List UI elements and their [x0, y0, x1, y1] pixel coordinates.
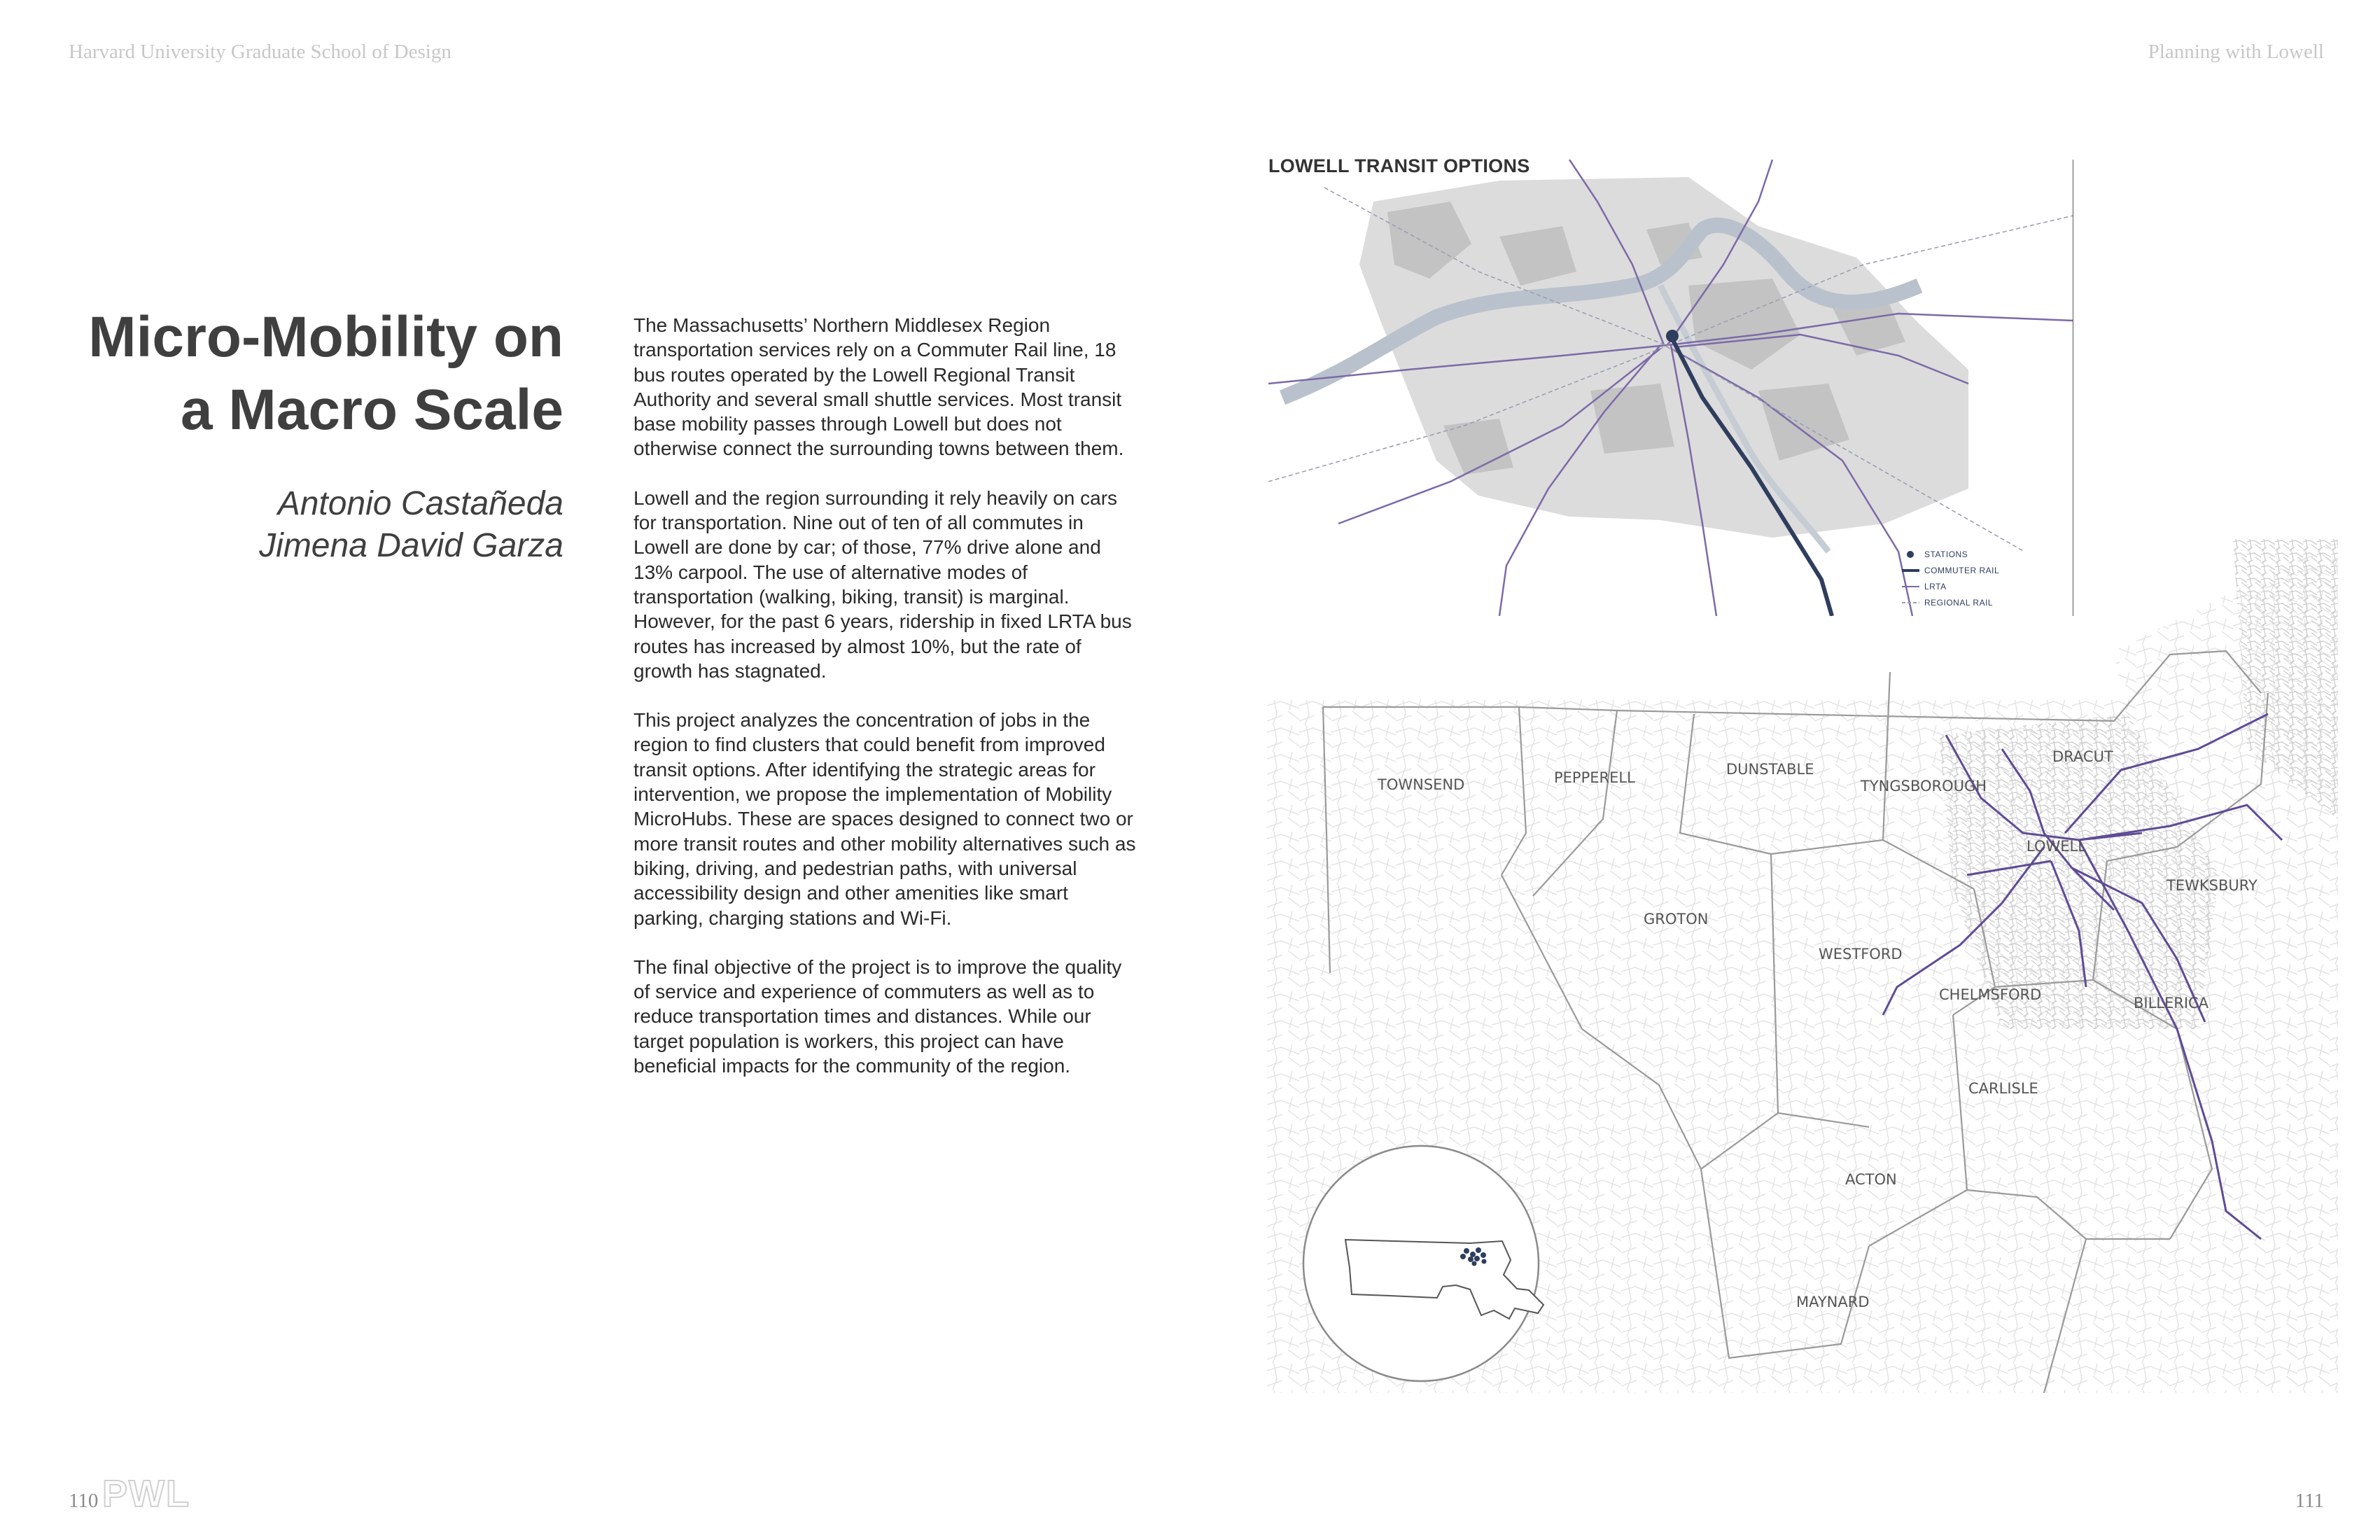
- transit-map-title: LOWELL TRANSIT OPTIONS: [1268, 155, 1530, 176]
- legend-regional-rail: REGIONAL RAIL: [1924, 598, 1994, 608]
- svg-text:PWL: PWL: [102, 1473, 190, 1512]
- town-label-lowell: LOWELL: [2026, 838, 2086, 855]
- page-number-right: 111: [2295, 1490, 2324, 1512]
- body-paragraph-1: The Massachusetts’ Northern Middlesex Region transportation services rely on a Commuter Rail line, 18 bus routes operated by the Lowell Regional Transit Authority and several small shuttle services. Most transit base mobility passes through Lowell but does not otherwise connect the surrounding towns between them.: [634, 314, 1124, 460]
- town-label-dunstable: DUNSTABLE: [1726, 761, 1814, 778]
- town-label-chelmsford: CHELMSFORD: [1939, 986, 2042, 1003]
- legend-stations: STATIONS: [1924, 550, 1968, 559]
- article-body: [634, 313, 1138, 1102]
- town-label-groton: GROTON: [1644, 911, 1709, 927]
- legend-lrta: LRTA: [1924, 582, 1947, 592]
- article-title-line-2: a Macro Scale: [181, 378, 564, 442]
- running-header-left: Harvard University Graduate School of Design: [69, 41, 451, 63]
- author-name-2: Jimena David Garza: [259, 527, 564, 564]
- pwl-logo: [102, 1473, 207, 1512]
- town-label-townsend: TOWNSEND: [1378, 776, 1465, 793]
- town-label-tewksbury: TEWKSBURY: [2166, 877, 2258, 894]
- town-label-maynard: MAYNARD: [1796, 1294, 1870, 1310]
- author-name-1: Antonio Castañeda: [277, 485, 564, 522]
- legend-commuter-rail: COMMUTER RAIL: [1924, 566, 2000, 575]
- town-label-billerica: BILLERICA: [2134, 995, 2209, 1011]
- town-label-carlisle: CARLISLE: [1968, 1080, 2038, 1097]
- regional-towns-map: [1267, 539, 2338, 1393]
- body-paragraph-3: This project analyzes the concentration of jobs in the region to find clusters that could benefit from improved transit options. After identifying the strategic areas for intervention, we propose the implementation of Mobility MicroHubs. These are spaces designed to connect two or more transit routes and other mobility alternatives such as biking, driving, and pedestrian paths, with universal accessibility design and other amenities like smart parking, charging stations and Wi-Fi.: [634, 709, 1136, 929]
- article-title: [42, 301, 564, 447]
- running-header-right: Planning with Lowell: [2148, 41, 2324, 63]
- body-paragraph-2: Lowell and the region surrounding it rely heavily on cars for transportation. Nine out of ten of all commutes in Lowell are done by car; of those, 77% drive alone and 13% carpool. The use of alternative modes of transportation (walking, biking, transit) is marginal. However, for the past 6 years, ridership in fixed LRTA bus routes has increased by almost 10%, but the rate of growth has stagnated.: [634, 486, 1132, 682]
- town-label-dracut: DRACUT: [2052, 748, 2113, 765]
- town-label-pepperell: PEPPERELL: [1554, 769, 1635, 786]
- page-number-left: 110: [69, 1490, 99, 1512]
- body-paragraph-4: The final objective of the project is to improve the quality of service and experience of commuters as well as to reduce transportation times and distances. While our target population is workers, this project can have beneficial impacts for the community of the region.: [634, 955, 1122, 1077]
- town-label-tyngsborough: TYNGSBOROUGH: [1861, 778, 1987, 794]
- town-label-westford: WESTFORD: [1819, 946, 1903, 962]
- article-title-line-1: Micro-Mobility on: [88, 305, 564, 369]
- station-marker: [1666, 330, 1679, 342]
- article-authors: [42, 483, 564, 567]
- town-label-acton: ACTON: [1845, 1171, 1897, 1188]
